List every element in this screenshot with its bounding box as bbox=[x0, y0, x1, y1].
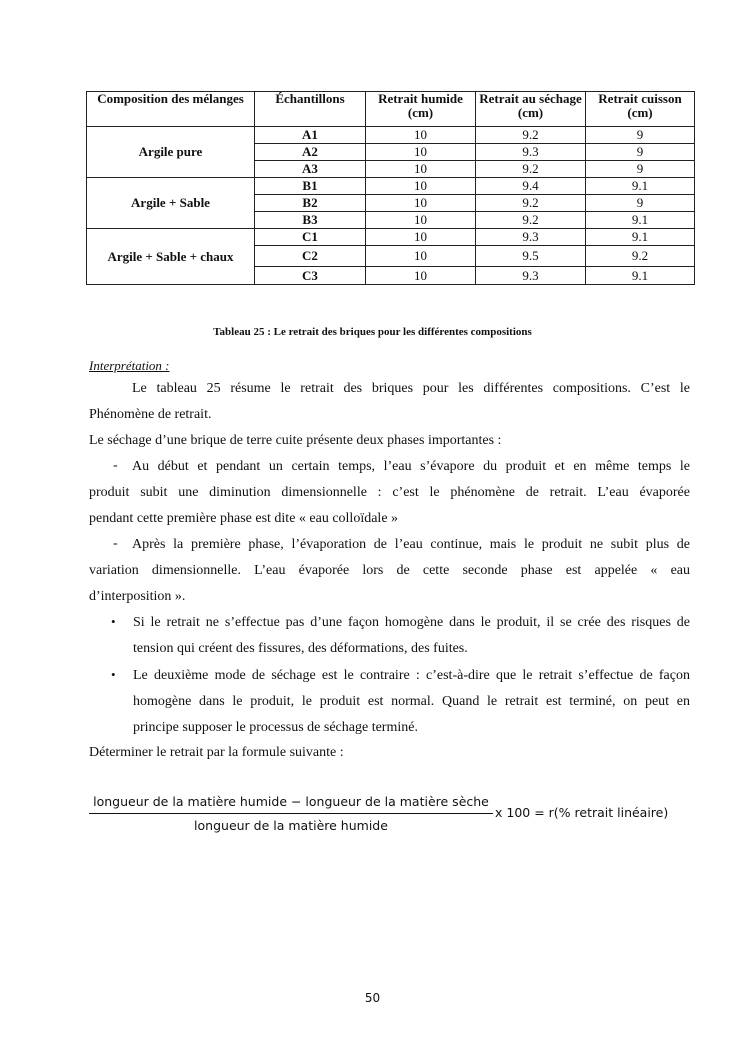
sample-cell: B2 bbox=[255, 195, 366, 212]
bullet1-line-2: tension qui créent des fissures, des déformations, des fuites. bbox=[133, 641, 468, 656]
header-retrait-sechage: Retrait au séchage (cm) bbox=[476, 92, 586, 127]
intro-line-1: Le tableau 25 résume le retrait des briques pour les différentes compositions. C’est le bbox=[132, 381, 690, 396]
humide-cell: 10 bbox=[366, 127, 476, 144]
sample-cell: C2 bbox=[255, 246, 366, 267]
dash1-line-2: produit subit une diminution dimensionnelle : c’est le phénomène de retrait. L’eau évaporée bbox=[89, 485, 690, 500]
bullet2-line-2: homogène dans le produit, le produit est normal. Quand le retrait est terminé, on peut en bbox=[133, 694, 690, 709]
sechage-cell: 9.2 bbox=[476, 212, 586, 229]
cuisson-cell: 9.1 bbox=[586, 267, 695, 285]
humide-cell: 10 bbox=[366, 195, 476, 212]
table-caption: Tableau 25 : Le retrait des briques pour les différentes compositions bbox=[213, 326, 532, 338]
fraction-bar bbox=[89, 813, 493, 814]
page-number: 50 bbox=[364, 991, 381, 1005]
humide-cell: 10 bbox=[366, 144, 476, 161]
interpretation-heading: Interprétation : bbox=[89, 358, 170, 373]
formula-denominator: longueur de la matière humide bbox=[194, 818, 388, 833]
sechage-cell: 9.2 bbox=[476, 195, 586, 212]
group-argile-pure: Argile pure bbox=[87, 127, 255, 178]
sechage-cell: 9.2 bbox=[476, 161, 586, 178]
bullet2-line-3: principe supposer le processus de séchage terminé. bbox=[133, 720, 418, 735]
dash2-line-2: variation dimensionnelle. L’eau évaporée lors de cette seconde phase est appelée « eau bbox=[89, 563, 690, 578]
bullet-marker: • bbox=[111, 614, 116, 629]
header-composition: Composition des mélanges bbox=[87, 92, 255, 127]
bullet1-line-1: Si le retrait ne s’effectue pas d’une façon homogène dans le produit, il se crée des risques de bbox=[133, 615, 690, 630]
sample-cell: A3 bbox=[255, 161, 366, 178]
sechage-cell: 9.5 bbox=[476, 246, 586, 267]
humide-cell: 10 bbox=[366, 161, 476, 178]
cuisson-cell: 9 bbox=[586, 195, 695, 212]
humide-cell: 10 bbox=[366, 229, 476, 246]
sample-cell: B1 bbox=[255, 178, 366, 195]
cuisson-cell: 9 bbox=[586, 144, 695, 161]
sample-cell: A1 bbox=[255, 127, 366, 144]
header-echantillons: Échantillons bbox=[255, 92, 366, 127]
formula-result: x 100 = r(% retrait linéaire) bbox=[495, 805, 669, 820]
cuisson-cell: 9 bbox=[586, 127, 695, 144]
humide-cell: 10 bbox=[366, 267, 476, 285]
sechage-sentence: Le séchage d’une brique de terre cuite présente deux phases importantes : bbox=[89, 433, 502, 448]
sample-cell: C1 bbox=[255, 229, 366, 246]
bullet-marker: • bbox=[111, 667, 116, 682]
table-header-row bbox=[87, 92, 695, 127]
dash1-line-3: pendant cette première phase est dite « eau colloïdale » bbox=[89, 511, 399, 526]
cuisson-cell: 9 bbox=[586, 161, 695, 178]
cuisson-cell: 9.2 bbox=[586, 246, 695, 267]
dash2-line-3: d’interposition ». bbox=[89, 589, 186, 604]
cuisson-cell: 9.1 bbox=[586, 229, 695, 246]
formula-fraction bbox=[89, 794, 493, 833]
bullet2-line-1: Le deuxième mode de séchage est le contraire : c’est-à-dire que le retrait s’effectue de façon bbox=[133, 668, 690, 683]
sechage-cell: 9.3 bbox=[476, 229, 586, 246]
sample-cell: A2 bbox=[255, 144, 366, 161]
sechage-cell: 9.4 bbox=[476, 178, 586, 195]
header-retrait-cuisson: Retrait cuisson (cm) bbox=[586, 92, 695, 127]
table-row bbox=[87, 229, 695, 246]
cuisson-cell: 9.1 bbox=[586, 212, 695, 229]
dash-marker: - bbox=[113, 458, 118, 473]
sample-cell: B3 bbox=[255, 212, 366, 229]
sample-cell: C3 bbox=[255, 267, 366, 285]
sechage-cell: 9.2 bbox=[476, 127, 586, 144]
retrait-table bbox=[86, 91, 695, 285]
formula-numerator: longueur de la matière humide − longueur de la matière sèche bbox=[93, 794, 489, 809]
dash1-line-1: Au début et pendant un certain temps, l’eau s’évapore du produit et en même temps le bbox=[132, 459, 690, 474]
humide-cell: 10 bbox=[366, 178, 476, 195]
formula-intro: Déterminer le retrait par la formule suivante : bbox=[89, 745, 344, 760]
group-argile-sable-chaux: Argile + Sable + chaux bbox=[87, 229, 255, 285]
dash-marker: - bbox=[113, 536, 118, 551]
table-row bbox=[87, 127, 695, 144]
sechage-cell: 9.3 bbox=[476, 144, 586, 161]
header-retrait-humide: Retrait humide (cm) bbox=[366, 92, 476, 127]
humide-cell: 10 bbox=[366, 246, 476, 267]
group-argile-sable: Argile + Sable bbox=[87, 178, 255, 229]
cuisson-cell: 9.1 bbox=[586, 178, 695, 195]
dash2-line-1: Après la première phase, l’évaporation de l’eau continue, mais le produit ne subit plus de bbox=[132, 537, 690, 552]
sechage-cell: 9.3 bbox=[476, 267, 586, 285]
intro-line-2: Phénomène de retrait. bbox=[89, 407, 212, 422]
humide-cell: 10 bbox=[366, 212, 476, 229]
table-row bbox=[87, 178, 695, 195]
